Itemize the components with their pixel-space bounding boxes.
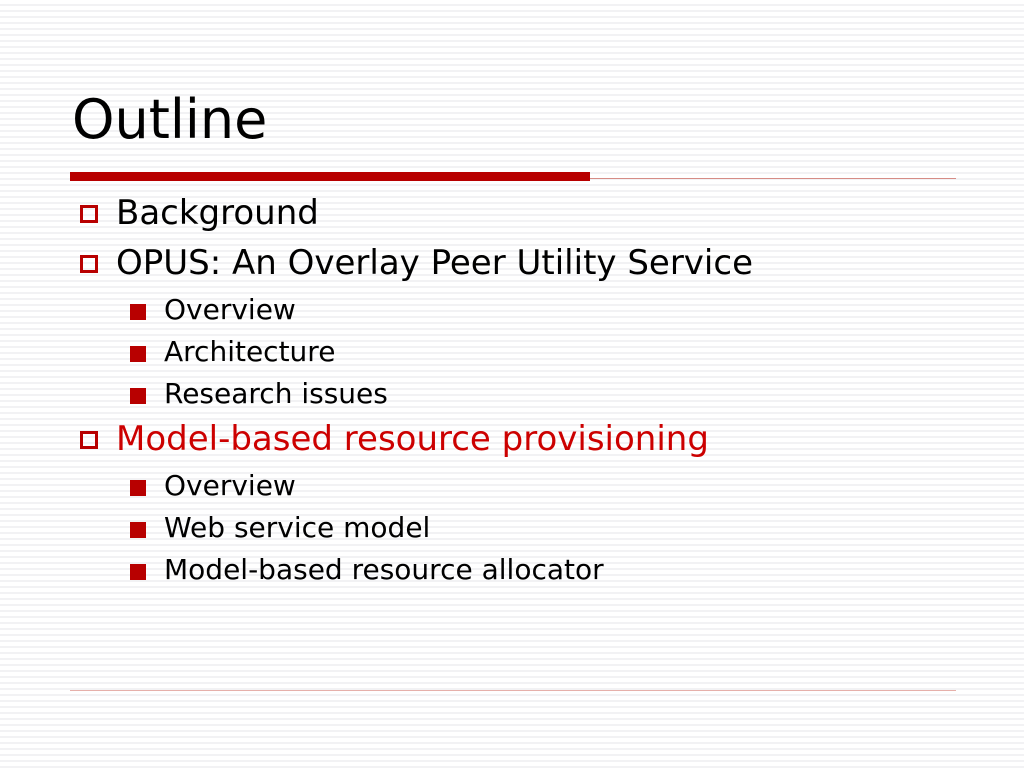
hollow-square-bullet-icon <box>80 255 98 273</box>
sub-bullet-text: Web service model <box>164 511 431 544</box>
sub-bullet-text: Model-based resource allocator <box>164 553 604 586</box>
sub-bullet-text: Research issues <box>164 377 388 410</box>
bullet-text: Background <box>116 193 319 233</box>
sub-bullet-text: Architecture <box>164 335 336 368</box>
hollow-square-bullet-icon <box>80 205 98 223</box>
sub-bullet-item <box>72 335 972 368</box>
filled-square-bullet-icon <box>130 346 146 362</box>
slide-body <box>72 193 972 598</box>
sub-bullet-item <box>72 377 972 410</box>
hollow-square-bullet-icon <box>80 431 98 449</box>
slide-title: Outline <box>72 88 268 151</box>
footer-divider <box>70 690 956 691</box>
bullet-item-highlighted <box>72 419 972 459</box>
sub-bullet-item <box>72 511 972 544</box>
sub-bullet-text: Overview <box>164 469 296 502</box>
sub-bullet-text: Overview <box>164 293 296 326</box>
filled-square-bullet-icon <box>130 480 146 496</box>
sub-bullet-item <box>72 469 972 502</box>
title-underline-thick <box>70 172 590 181</box>
sub-bullet-item <box>72 293 972 326</box>
bullet-item <box>72 193 972 233</box>
filled-square-bullet-icon <box>130 304 146 320</box>
bullet-text: Model-based resource provisioning <box>116 419 709 459</box>
filled-square-bullet-icon <box>130 388 146 404</box>
filled-square-bullet-icon <box>130 564 146 580</box>
bullet-item <box>72 243 972 283</box>
sub-bullet-item <box>72 553 972 586</box>
bullet-text: OPUS: An Overlay Peer Utility Service <box>116 243 753 283</box>
filled-square-bullet-icon <box>130 522 146 538</box>
